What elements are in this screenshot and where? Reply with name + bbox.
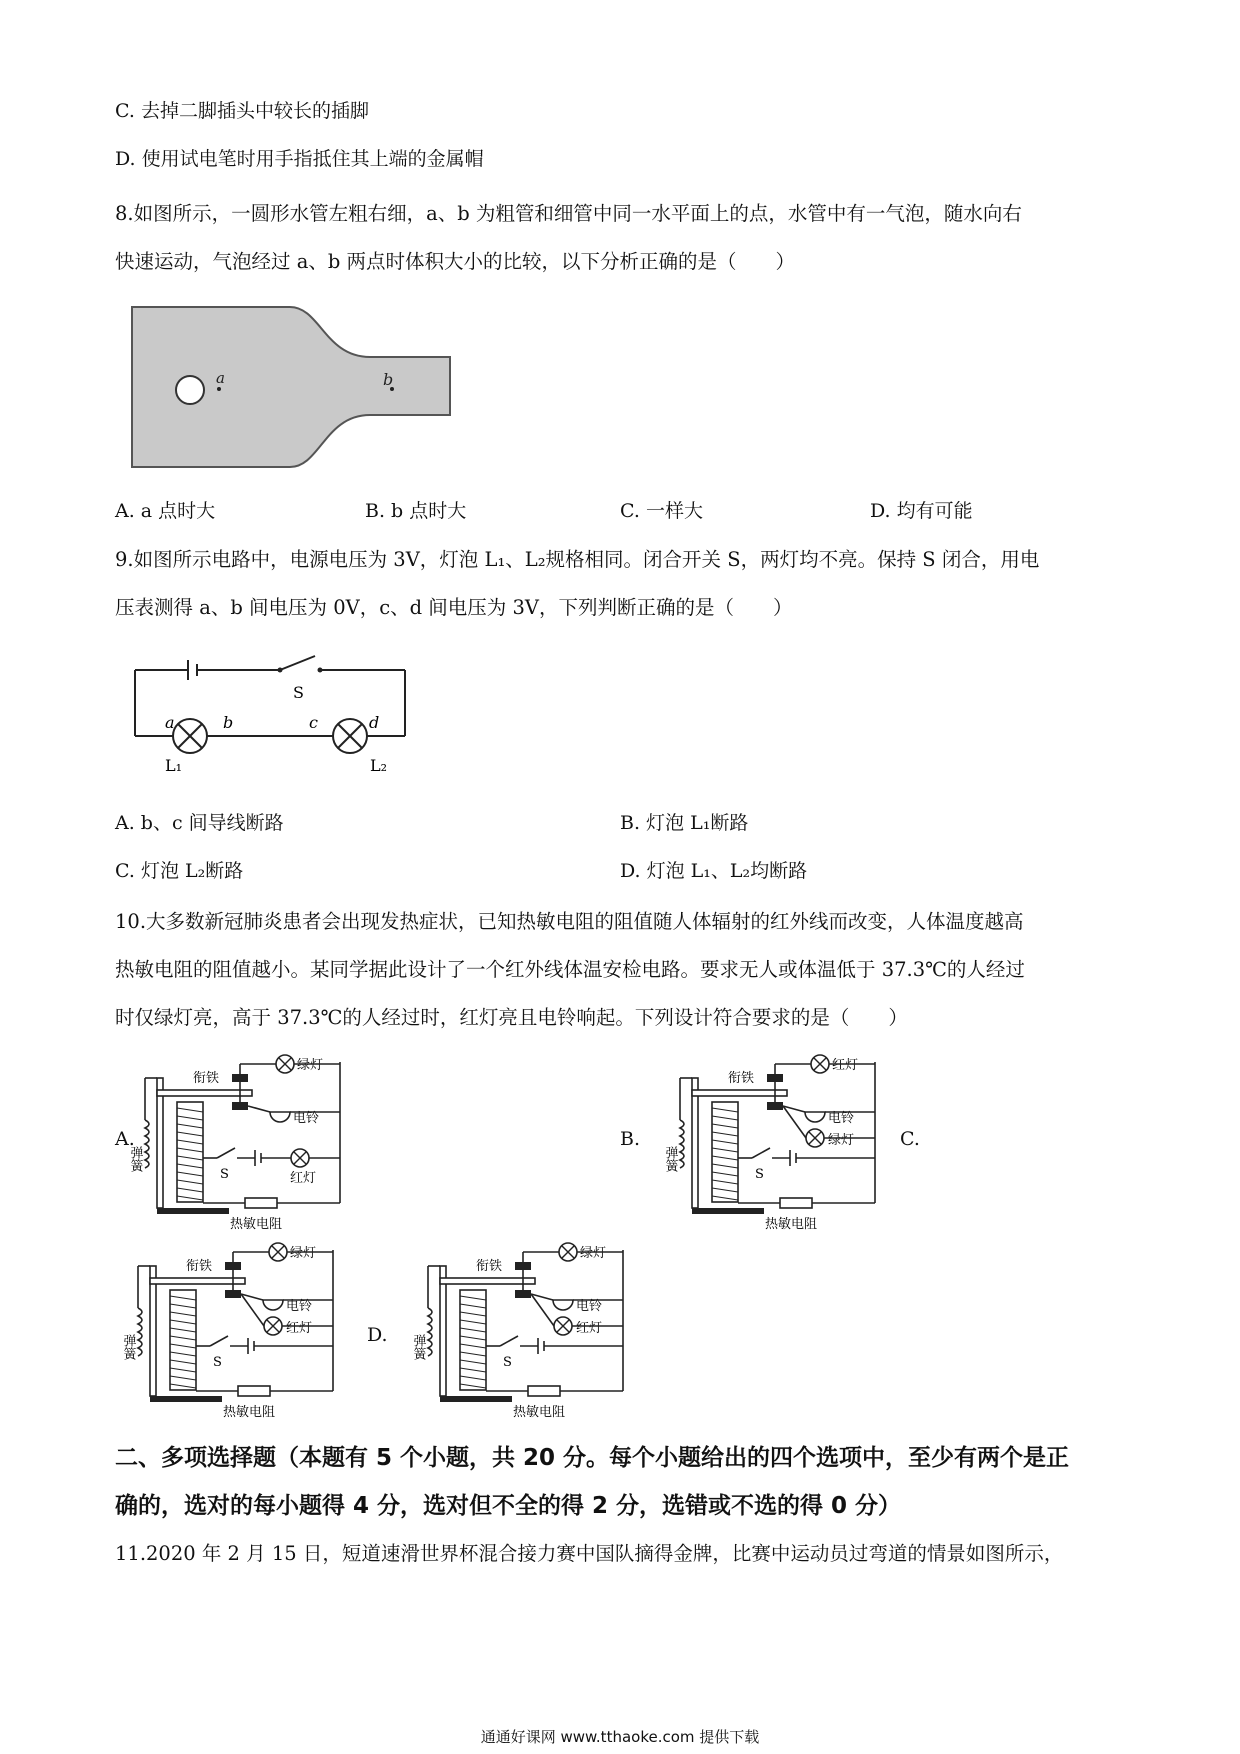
- q11-stem-line1: 11.2020 年 2 月 15 日，短道速滑世界杯混合接力赛中国队摘得金牌，比赛中运动员过弯道的情景如图所示，: [115, 1542, 1064, 1565]
- q10-stem-line1: 10.大多数新冠肺炎患者会出现发热症状，已知热敏电阻的阻值随人体辐射的红外线而改变，人体温度越高: [115, 910, 1024, 933]
- q10-figure-b: [662, 1050, 900, 1232]
- q8-stem-line2: 快速运动，气泡经过 a、b 两点时体积大小的比较，以下分析正确的是（ ）: [115, 250, 796, 273]
- armature-bar: [150, 1278, 245, 1284]
- bell-label: 电铃: [286, 1299, 313, 1314]
- q9-stem-line1: 9.如图所示电路中，电源电压为 3V，灯泡 L₁、L₂规格相同。闭合开关 S，两灯均不亮。保持 S 闭合，用电: [115, 548, 1040, 571]
- q8-pipe-figure: [130, 305, 460, 475]
- switch-blade: [280, 656, 315, 670]
- q10-option-c-label: C.: [900, 1128, 920, 1150]
- bell-icon: [805, 1112, 825, 1122]
- q10-option-d-label: D.: [367, 1324, 388, 1346]
- point-b-label: b: [223, 713, 234, 732]
- switch-blade: [752, 1148, 770, 1158]
- bell-icon: [263, 1300, 283, 1310]
- switch-label: S: [220, 1167, 229, 1182]
- switch-label: S: [503, 1355, 512, 1370]
- q10-option-a-label: A.: [115, 1128, 135, 1150]
- q7-option-c: C. 去掉二脚插头中较长的插脚: [115, 100, 369, 122]
- lamp-top-label: 红灯: [832, 1058, 859, 1073]
- q9-option-d: D. 灯泡 L₁、L₂均断路: [620, 860, 808, 882]
- lamp-bottom-label: 绿灯: [828, 1133, 855, 1148]
- q9-stem-line2: 压表测得 a、b 间电压为 0V，c、d 间电压为 3V，下列判断正确的是（ ）: [115, 596, 793, 619]
- armature-bar: [157, 1090, 252, 1096]
- armature-bar: [440, 1278, 535, 1284]
- lamp-bottom-label: 红灯: [290, 1171, 317, 1186]
- q10-figure-c: [120, 1238, 358, 1420]
- bell-icon: [270, 1112, 290, 1122]
- spring-label: 弹簧: [127, 1146, 143, 1172]
- q8-option-a: A. a 点时大: [115, 500, 216, 522]
- bell-label: 电铃: [828, 1111, 855, 1126]
- lamp-l1-label: L₁: [165, 756, 183, 775]
- lamp-l2-label: L₂: [370, 756, 388, 775]
- point-c-label: c: [309, 713, 318, 732]
- q8-option-b: B. b 点时大: [365, 500, 467, 522]
- lamp-top-label: 绿灯: [290, 1246, 317, 1261]
- switch-label: S: [213, 1355, 222, 1370]
- thermistor-icon: [245, 1198, 277, 1208]
- switch-blade: [217, 1148, 235, 1158]
- page-footer: 通通好课网 www.tthaoke.com 提供下载: [480, 1728, 760, 1746]
- armature-label: 衔铁: [193, 1071, 220, 1086]
- thermistor-label: 热敏电阻: [223, 1405, 276, 1420]
- q7-option-d: D. 使用试电笔时用手指抵住其上端的金属帽: [115, 148, 484, 170]
- bell-icon: [553, 1300, 573, 1310]
- air-bubble: [176, 376, 204, 404]
- q9-option-c: C. 灯泡 L₂断路: [115, 860, 244, 882]
- q9-circuit-figure: [125, 648, 425, 778]
- spring-icon: [428, 1308, 432, 1356]
- q9-option-b: B. 灯泡 L₁断路: [620, 812, 749, 834]
- switch-label: S: [293, 683, 304, 702]
- switch-blade: [500, 1336, 518, 1346]
- thermistor-icon: [528, 1386, 560, 1396]
- q10-figure-a: [127, 1050, 365, 1232]
- q8-option-d: D. 均有可能: [870, 500, 973, 522]
- point-d-label: d: [369, 713, 380, 732]
- q9-option-a: A. b、c 间导线断路: [115, 812, 284, 834]
- bell-label: 电铃: [576, 1299, 603, 1314]
- switch-blade: [210, 1336, 228, 1346]
- spring-label: 弹簧: [662, 1146, 678, 1172]
- bell-label: 电铃: [293, 1111, 320, 1126]
- lamp-top-label: 绿灯: [297, 1058, 324, 1073]
- lamp-top-label: 绿灯: [580, 1246, 607, 1261]
- section2-heading-line1: 二、多项选择题（本题有 5 个小题，共 20 分。每个小题给出的四个选项中，至少有两个是正: [115, 1445, 1070, 1471]
- switch-label: S: [755, 1167, 764, 1182]
- thermistor-label: 热敏电阻: [513, 1405, 566, 1420]
- armature-label: 衔铁: [186, 1259, 213, 1274]
- point-a-dot: [217, 387, 221, 391]
- armature-bar: [692, 1090, 787, 1096]
- lamp-bottom-label: 红灯: [576, 1321, 603, 1336]
- spring-label: 弹簧: [120, 1334, 136, 1360]
- armature-label: 衔铁: [728, 1071, 755, 1086]
- spring-icon: [680, 1120, 684, 1168]
- lamp-bottom-label: 红灯: [286, 1321, 313, 1336]
- thermistor-label: 热敏电阻: [765, 1217, 818, 1232]
- q10-option-b-label: B.: [620, 1128, 641, 1150]
- armature-label: 衔铁: [476, 1259, 503, 1274]
- section2-heading-line2: 确的，选对的每小题得 4 分，选对但不全的得 2 分，选错或不选的得 0 分）: [115, 1493, 902, 1519]
- q8-option-c: C. 一样大: [620, 500, 703, 522]
- spring-icon: [138, 1308, 142, 1356]
- q8-stem-line1: 8.如图所示，一圆形水管左粗右细，a、b 为粗管和细管中同一水平面上的点，水管中有一气泡，随水向右: [115, 202, 1022, 225]
- q10-stem-line2: 热敏电阻的阻值越小。某同学据此设计了一个红外线体温安检电路。要求无人或体温低于 37.3℃的人经过: [115, 958, 1025, 981]
- thermistor-icon: [238, 1386, 270, 1396]
- q10-stem-line3: 时仅绿灯亮，高于 37.3℃的人经过时，红灯亮且电铃响起。下列设计符合要求的是（ ）: [115, 1006, 908, 1029]
- point-a-label: a: [216, 369, 225, 387]
- point-a-label: a: [165, 713, 175, 732]
- spring-icon: [145, 1120, 149, 1168]
- thermistor-icon: [780, 1198, 812, 1208]
- thermistor-label: 热敏电阻: [230, 1217, 283, 1232]
- spring-label: 弹簧: [410, 1334, 426, 1360]
- point-b-label: b: [383, 370, 394, 389]
- q10-figure-d: [410, 1238, 648, 1420]
